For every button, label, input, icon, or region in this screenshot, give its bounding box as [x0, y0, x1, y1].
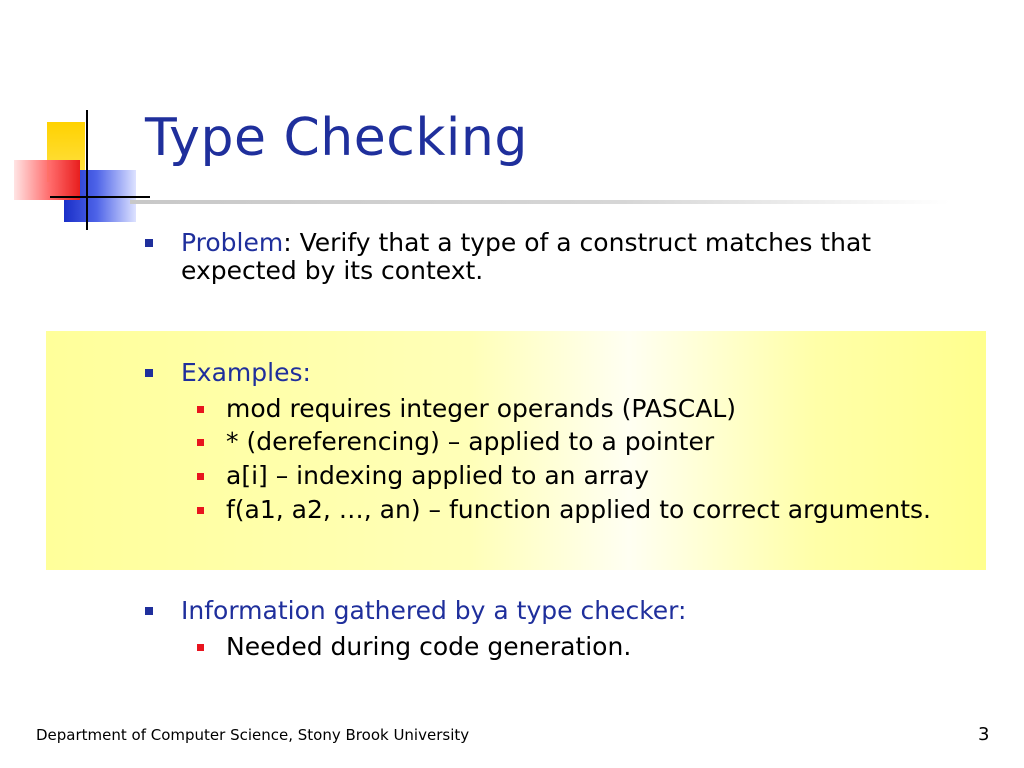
- square-bullet-icon: [197, 439, 204, 446]
- information-label: Information gathered by a type checker:: [181, 596, 687, 625]
- logo-horizontal-line: [50, 196, 150, 198]
- square-bullet-icon: [197, 507, 204, 514]
- square-bullet-icon: [145, 239, 153, 247]
- page-number: 3: [978, 724, 990, 745]
- footer-department: Department of Computer Science, Stony Brook University: [36, 726, 470, 744]
- examples-item: * (dereferencing) – applied to a pointer: [226, 427, 715, 456]
- square-bullet-icon: [197, 473, 204, 480]
- information-item: Needed during code generation.: [226, 632, 632, 661]
- square-bullet-icon: [145, 369, 153, 377]
- problem-line-1: [181, 229, 871, 257]
- square-bullet-icon: [197, 406, 204, 413]
- examples-item: a[i] – indexing applied to an array: [226, 461, 650, 490]
- corner-logo-squares-icon: [0, 100, 150, 230]
- logo-red-square: [14, 160, 80, 200]
- problem-text: Verify that a type of a construct matches that: [291, 228, 872, 257]
- problem-line-2: expected by its context.: [181, 256, 484, 285]
- slide-title: Type Checking: [145, 108, 528, 168]
- square-bullet-icon: [145, 607, 153, 615]
- examples-item: mod requires integer operands (PASCAL): [226, 394, 737, 423]
- title-underline: [130, 200, 950, 204]
- examples-item: f(a1, a2, …, an) – function applied to correct arguments.: [226, 495, 931, 524]
- problem-colon: :: [283, 228, 292, 257]
- square-bullet-icon: [197, 644, 204, 651]
- logo-vertical-line: [86, 110, 88, 230]
- examples-label: Examples:: [181, 358, 311, 387]
- problem-label: Problem: [181, 228, 284, 257]
